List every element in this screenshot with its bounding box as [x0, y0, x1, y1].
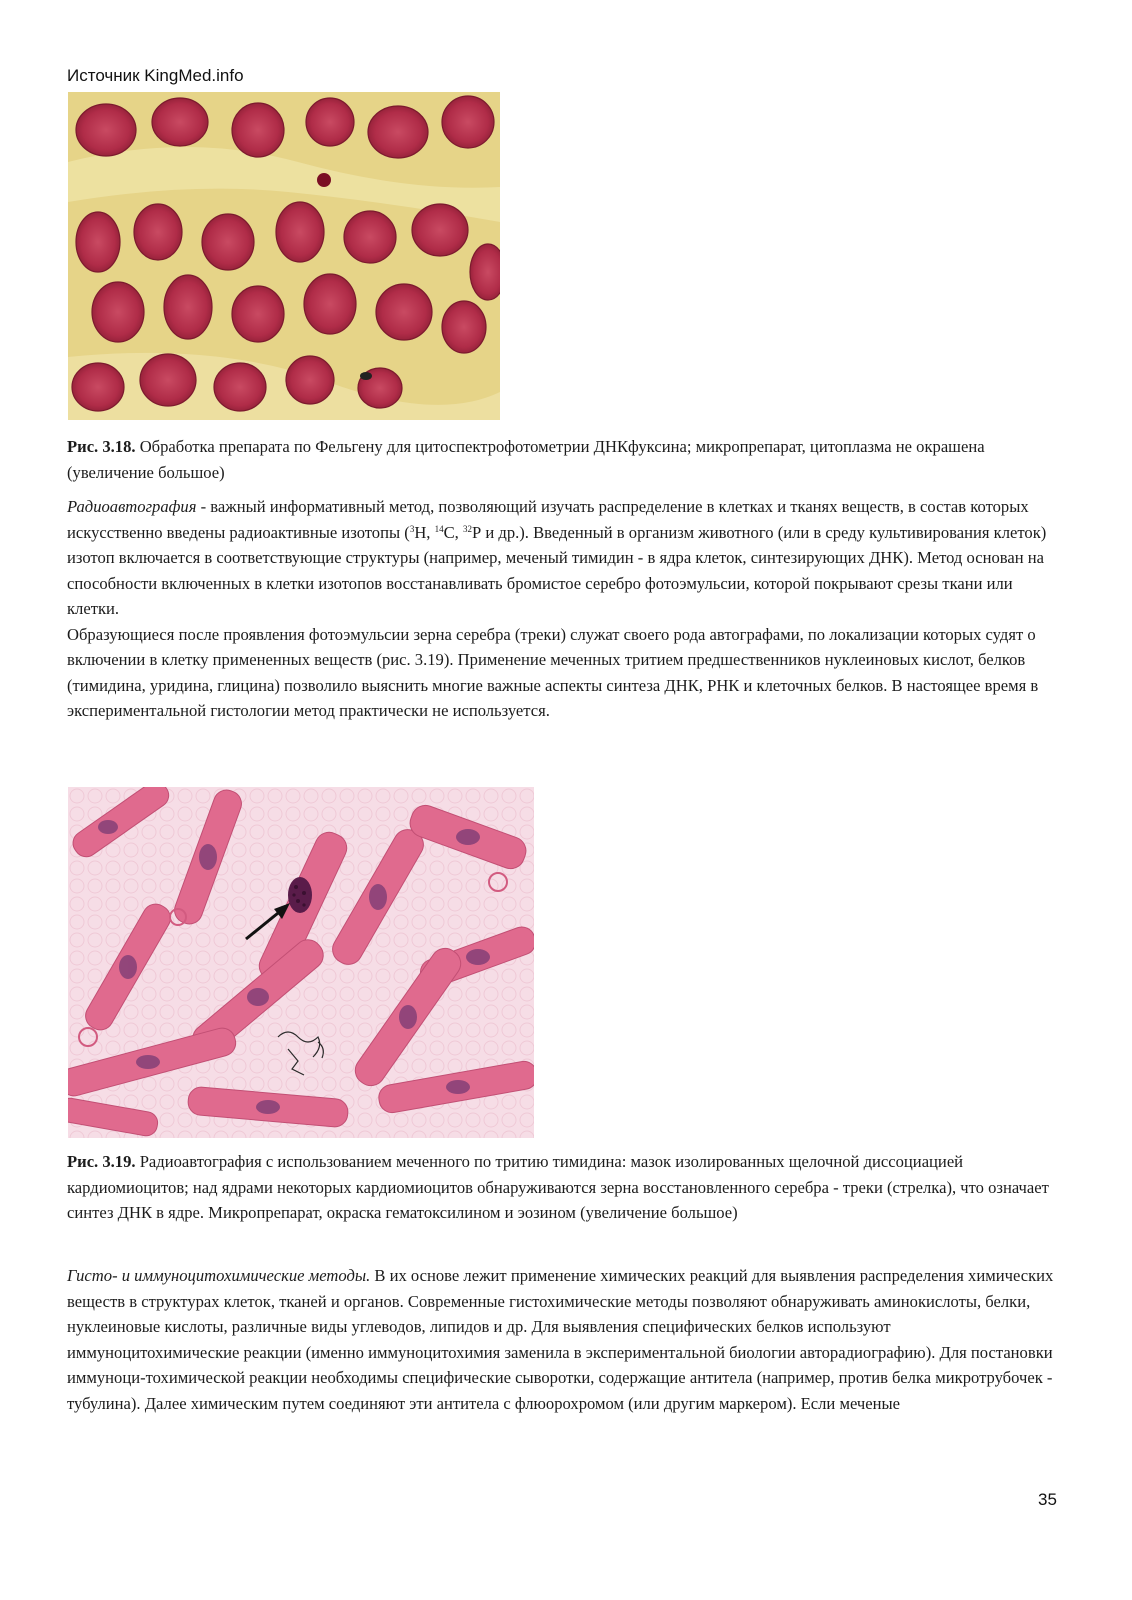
radioautography-section [67, 494, 1067, 724]
page-number: 35 [1038, 1490, 1057, 1509]
radioautography-paragraph-1 [67, 494, 1067, 622]
figure-3-19-micrograph [68, 787, 534, 1138]
radioautography-paragraph-2: Образующиеся после проявления фотоэмульсии зерна серебра (треки) служат своего рода автографами, по локализации которых судят о включении в клетку примененных веществ (рис. 3.19). Применение меченных тритием предшественников нуклеиновых кислот, белков (тимидина, уридина, глицина) позволило выяснить многие важные аспекты синтеза ДНК, РНК и клеточных белков. В настоящее время в экспериментальной гистологии метод практически не используется. [67, 624, 1039, 720]
isotope-h: Н, [414, 522, 435, 542]
figure-3-18-micrograph [68, 92, 500, 420]
paragraph-text: В их основе лежит применение химических реакций для выявления распределения химических веществ в структурах клеток, тканей и органов. Современные гистохимические методы позволяют обнаруживать аминокислоты, белки, нуклеиновые кислоты, различные виды углеводов, липидов и др. Для выявления специфических белков используют иммуноцитохимические реакции (именно иммуноцитохимия заменила в экспериментальной биологии авторадиографию). Для постановки иммуноци-тохимической реакции необходимы специфические сыворотки, содержащие антитела (например, против белка микротрубочек - тубулина). Далее химическим путем соединяют эти антитела с флюорохромом (или другим маркером). Если меченые [67, 1266, 1054, 1413]
figure-3-18-caption-text: Обработка препарата по Фельгену для цитоспектрофотометрии ДНКфуксина; микропрепарат, цитоплазма не окрашена (увеличение большое) [67, 437, 985, 482]
isotope-p-mass: 32 [462, 523, 472, 534]
figure-3-18-number: Рис. 3.18. [67, 437, 136, 456]
figure-3-19-caption-text: Радиоавтография с использованием меченного по тритию тимидина: мазок изолированных щелочной диссоциацией кардиомиоцитов; над ядрами некоторых кардиомиоцитов обнаруживаются зерна восстановленного серебра - треки (стрелка), что означает синтез ДНК в ядре. Микропрепарат, окраска гематоксилином и эозином (увеличение большое) [67, 1152, 1049, 1222]
isotope-c: С, [443, 522, 463, 542]
histochemistry-section [67, 1263, 1067, 1416]
isotope-c-mass: 14 [434, 523, 444, 534]
histochemistry-term: Гисто- и иммуноцитохимические методы. [67, 1266, 371, 1285]
paragraph-text: - важный информативный метод, позволяющий изучать распределение в клетках и тканях веществ, в состав которых искусственно введены радиоактивные изотопы ( [67, 497, 1029, 542]
figure-3-19-caption [67, 1149, 1067, 1226]
figure-3-19-number: Рис. 3.19. [67, 1152, 136, 1171]
figure-3-18-caption [67, 434, 1067, 485]
radioautography-term: Радиоавтография [67, 497, 197, 516]
source-label: Источник KingMed.info [67, 66, 244, 85]
paragraph-text: Р и др.). Введенный в организм животного (или в среду культивирования клеток) изотоп включается в соответствующие структуры (например, меченый тимидин - в ядра клеток, синтезирующих ДНК). Метод основан на способности включенных в клетки изотопов восстанавливать бромистое серебро фотоэмульсии, которой покрывают срезы ткани или клетки. [67, 522, 1047, 618]
isotope-h-mass: 3 [409, 523, 415, 534]
histochemistry-paragraph [67, 1263, 1067, 1416]
